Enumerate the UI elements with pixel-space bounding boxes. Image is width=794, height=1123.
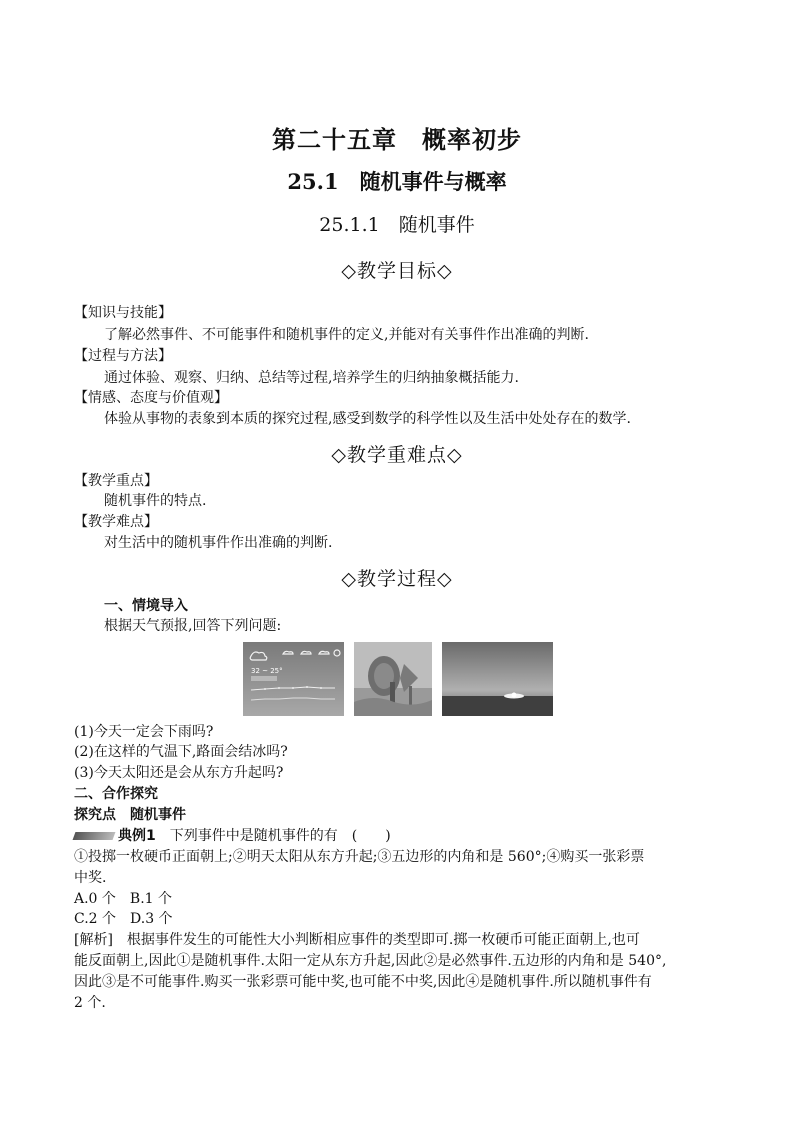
example-items-line1: ①投掷一枚硬币正面朝上;②明天太阳从东方升起;③五边形的内角和是 560°;④购买一张彩票: [74, 849, 645, 865]
weather-forecast-image: [243, 642, 344, 716]
focus-text: 随机事件的特点.: [104, 493, 207, 509]
difficulty-label: 【教学难点】: [74, 514, 158, 530]
attitude-text: 体验从事物的表象到本质的探究过程,感受到数学的科学性以及生活中处处存在的数学.: [104, 411, 631, 427]
knowledge-label: 【知识与技能】: [74, 305, 172, 321]
part1-intro: 根据天气预报,回答下列问题:: [104, 618, 282, 634]
example-marker-icon: [73, 832, 116, 840]
focus-label: 【教学重点】: [74, 473, 158, 489]
analysis-line-4: 2 个.: [74, 995, 106, 1011]
attitude-label: 【情感、态度与价值观】: [74, 390, 228, 406]
analysis-line-3: 因此③是不可能事件.购买一张彩票可能中奖,也可能不中奖,因此④是随机事件.所以随机事件有: [74, 974, 652, 990]
example-question: 下列事件中是随机事件的有 ( ): [169, 828, 391, 844]
part2-title: 二、合作探究: [74, 786, 158, 802]
heading-key-points: ◇教学重难点◇: [331, 444, 463, 466]
analysis-line-1: [解析] 根据事件发生的可能性大小判断相应事件的类型即可.掷一枚硬币可能正面朝上,也可: [74, 932, 640, 948]
knowledge-text: 了解必然事件、不可能事件和随机事件的定义,并能对有关事件作出准确的判断.: [104, 327, 589, 343]
weather-temp-text: 32 ~ 25°: [251, 667, 283, 675]
question-1: (1)今天一定会下雨吗?: [74, 724, 214, 740]
options-line2: C.2 个 D.3 个: [74, 911, 173, 927]
sunrise-image: [442, 642, 553, 716]
part1-title: 一、情境导入: [104, 598, 188, 614]
scenario-images: [243, 642, 553, 716]
question-2: (2)在这样的气温下,路面会结冰吗?: [74, 744, 288, 760]
section-title: 25.1 随机事件与概率: [287, 169, 507, 194]
subsection-title: 25.1.1 随机事件: [319, 214, 475, 236]
process-method-text: 通过体验、观察、归纳、总结等过程,培养学生的归纳抽象概括能力.: [104, 370, 519, 386]
heading-objectives: ◇教学目标◇: [341, 260, 453, 282]
process-method-label: 【过程与方法】: [74, 348, 172, 364]
difficulty-text: 对生活中的随机事件作出准确的判断.: [104, 535, 333, 551]
options-line1: A.0 个 B.1 个: [74, 891, 173, 907]
road-sign-image: [354, 642, 432, 716]
heading-process: ◇教学过程◇: [341, 568, 453, 590]
question-3: (3)今天太阳还是会从东方升起吗?: [74, 765, 284, 781]
example-label: 典例1: [118, 828, 156, 844]
chapter-title: 第二十五章 概率初步: [272, 125, 522, 154]
example-line: [74, 826, 391, 846]
example-items-line2: 中奖.: [74, 870, 107, 886]
analysis-line-2: 能反面朝上,因此①是随机事件.太阳一定从东方升起,因此②是必然事件.五边形的内角和是 540°,: [74, 953, 667, 969]
explore-point: 探究点 随机事件: [74, 807, 186, 823]
